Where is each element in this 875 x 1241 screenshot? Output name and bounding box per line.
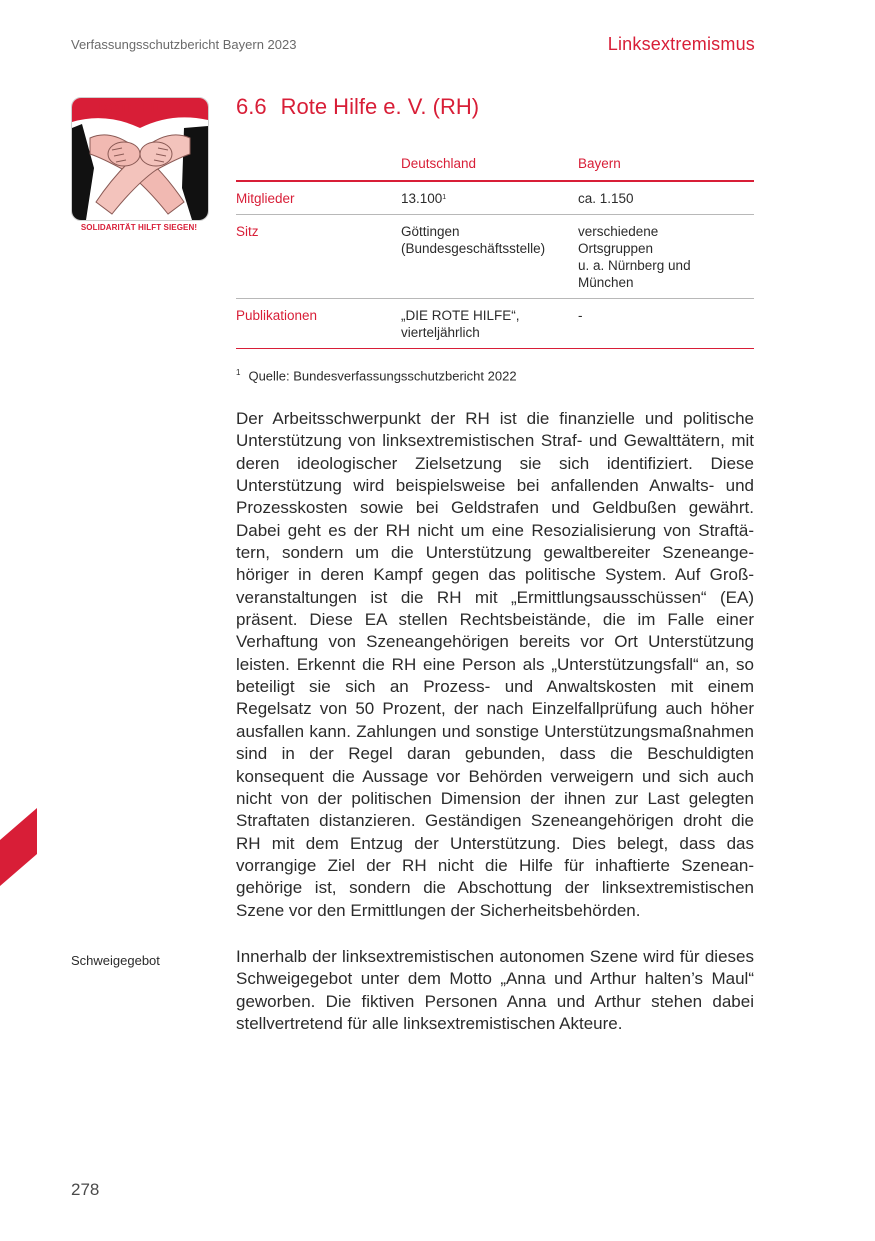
cell-deutschland: „DIE ROTE HILFE“, vierteljährlich: [401, 299, 578, 349]
page-number: 278: [71, 1180, 100, 1199]
table-header-deutschland: Deutschland: [401, 150, 578, 181]
logo-fists-icon: [72, 98, 208, 220]
table-footnote: [236, 368, 517, 383]
table-row: [236, 181, 754, 215]
footnote-text: Quelle: Bundesverfassungsschutzbericht 2022: [248, 368, 517, 384]
cell-bayern: ca. 1.150: [578, 181, 754, 215]
rote-hilfe-logo: [71, 97, 207, 232]
table-row: [236, 299, 754, 349]
cell-bayern: -: [578, 299, 754, 349]
row-label: Mitglieder: [236, 181, 401, 215]
cell-deutschland: [401, 181, 578, 215]
cell-deutschland: Göttingen (Bundesgeschäftsstelle): [401, 215, 578, 299]
footnote-marker: 1: [442, 194, 447, 201]
table-row: [236, 215, 754, 299]
logo-frame: [71, 97, 209, 221]
table-header-bayern: Bayern: [578, 150, 754, 181]
row-label: Publikationen: [236, 299, 401, 349]
chapter-tab-marker: [0, 808, 37, 886]
cell-bayern: verschiedene Ortsgruppen u. a. Nürnberg und München: [578, 215, 754, 299]
logo-slogan: SOLIDARITÄT HILFT SIEGEN!: [80, 223, 198, 232]
section-number: 6.6: [236, 94, 267, 119]
section-heading: [236, 94, 479, 120]
section-title: Rote Hilfe e. V. (RH): [280, 94, 480, 119]
running-header-publication: Verfassungsschutzbericht Bayern 2023: [71, 37, 297, 52]
row-label: Sitz: [236, 215, 401, 299]
table-header-empty: [236, 150, 401, 181]
table-header-row: [236, 150, 754, 181]
organisation-facts-table: [236, 150, 754, 349]
logo-title: ROTE HILFE: [98, 100, 182, 115]
body-paragraph-2: Innerhalb der linksextremistischen autonomen Szene wird für dieses Schweigegebot unter dem Motto „Anna und Arthur halten’s Maul“ geworben. Die fiktiven Personen Anna und Arthur stehen dabei stellvertretend für alle linksextremistischen Akteure.: [236, 947, 754, 1034]
margin-keyword: Schweigegebot: [71, 953, 160, 968]
footnote-number: 1: [236, 368, 241, 377]
body-paragraph-1: Der Arbeitsschwerpunkt der RH ist die finanzielle und politische Unterstützung von linksextremistischen Straf- und Gewalttätern, mit deren ideologischer Zielsetzung sie sich identifiziert. Diese Unterstützung wird beispielsweise bei anfallenden Anwalts- und Prozesskosten sowie bei Geldstrafen und Geldbußen gewährt. Dabei geht es der RH nicht um eine Resozialisierung von Straftätern, sondern um die Unterstützung gewaltbereiter Szeneangehöriger in deren Kampf gegen das politische System. Auf Großveranstaltungen ist die RH mit „Ermittlungsausschüssen“ (EA) präsent. Diese EA stellen Rechtsbeistände, die im Falle einer Verhaftung von Szeneangehörigen bereits vor Ort Unterstützung leisten. Erkennt die RH eine Person als „Unterstützungsfall“ an, so beteiligt sie sich an Prozess- und Anwaltskosten mit einem Regelsatz von 50 Prozent, der nach Einzelfallprüfung auch höher ausfallen kann. Zahlungen und sonstige Unterstützungsmaßnahmen sind in der Regel daran gebunden, dass die Beschuldigten konsequent die Aussage vor Behörden verweigern und sich auch nicht von der politischen Dimension der ihnen zur Last gelegten Straftaten distanzieren. Geständigen Szeneangehörigen droht die RH mit dem Entzug der Unterstützung. Dies belegt, dass das vorrangige Ziel der RH nicht die Hilfe für inhaftierte Szeneangehörige ist, sondern die Abschottung der linksextremistischen Szene vor den Ermittlungen der Sicherheitsbehörden.: [236, 409, 754, 920]
cell-value: 13.100: [401, 191, 443, 206]
running-header-chapter: Linksextremismus: [607, 34, 755, 54]
